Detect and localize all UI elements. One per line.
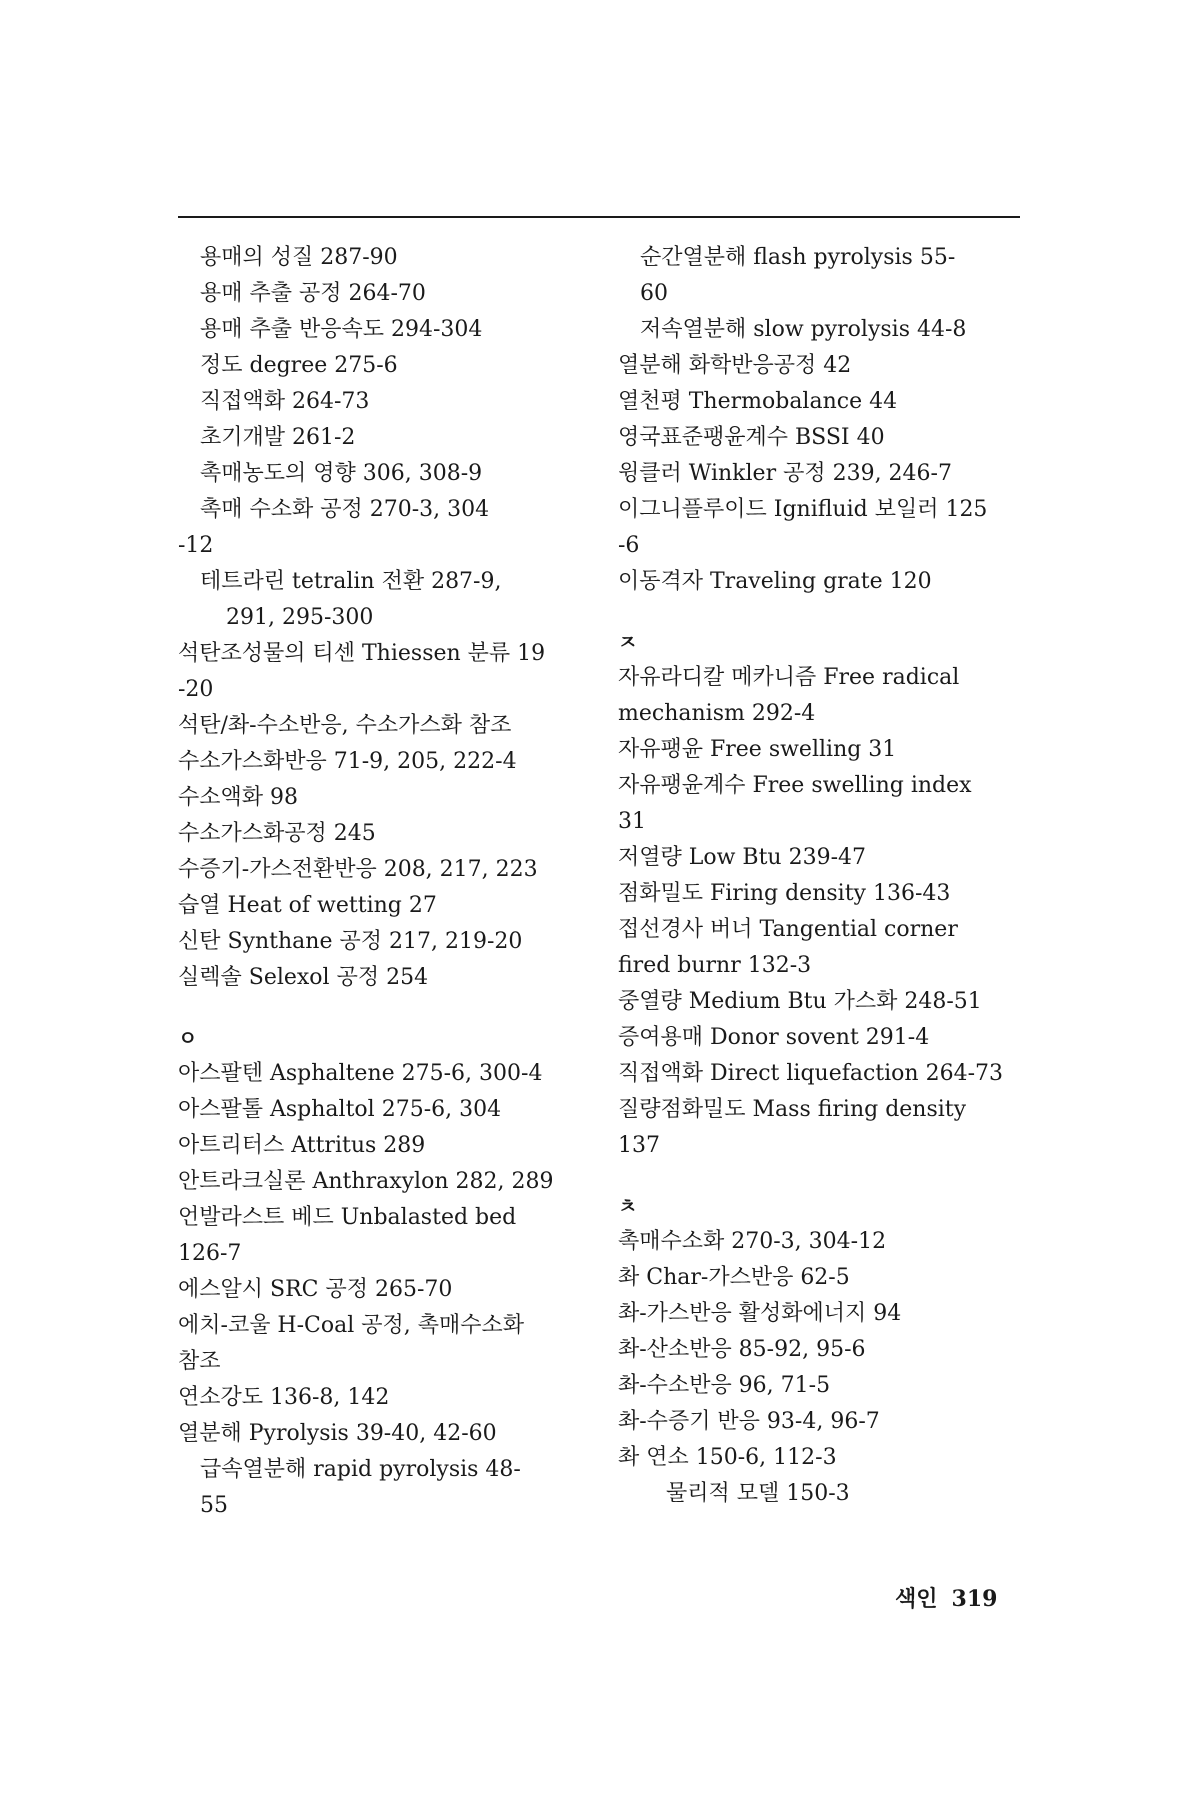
index-entry: 자유팽윤 Free swelling 31 (618, 737, 897, 762)
index-column-right (618, 240, 1028, 1512)
index-entry: 291, 295-300 (226, 605, 374, 630)
index-entry: 수증기-가스전환반응 208, 217, 223 (178, 857, 538, 882)
index-entry: fired burnr 132-3 (618, 953, 812, 978)
index-entry: 137 (618, 1133, 660, 1158)
index-entry: 순간열분해 flash pyrolysis 55- (640, 245, 956, 270)
index-entry: 아트리터스 Attritus 289 (178, 1133, 426, 1158)
index-entry: 직접액화 264-73 (200, 389, 370, 414)
index-entry: 촉매수소화 270-3, 304-12 (618, 1229, 887, 1254)
index-entry: 석탄/촤-수소반응, 수소가스화 참조 (178, 713, 512, 738)
index-entry: 윙클러 Winkler 공정 239, 246-7 (618, 461, 952, 486)
index-entry: 자유라디칼 메카니즘 Free radical (618, 665, 960, 690)
index-entry: 촉매농도의 영향 306, 308-9 (200, 461, 483, 486)
section-gap (618, 600, 1028, 624)
index-entry: 정도 degree 275-6 (200, 353, 398, 378)
section-heading: ㅊ (618, 1194, 638, 1218)
index-entry: 수소가스화반응 71-9, 205, 222-4 (178, 749, 517, 774)
index-entry: 열천평 Thermobalance 44 (618, 389, 898, 414)
index-entry: 아스팔톨 Asphaltol 275-6, 304 (178, 1097, 502, 1122)
index-entry: 안트라크실론 Anthraxylon 282, 289 (178, 1169, 554, 1194)
header-rule (178, 216, 1020, 218)
index-entry: 31 (618, 809, 646, 834)
index-entry: 60 (640, 281, 668, 306)
index-entry: 용매 추출 반응속도 294-304 (200, 317, 483, 342)
index-entry: 중열량 Medium Btu 가스화 248-51 (618, 989, 982, 1014)
index-entry: 용매 추출 공정 264-70 (200, 281, 426, 306)
index-entry: -20 (178, 677, 214, 702)
index-entry: 열분해 화학반응공정 42 (618, 353, 852, 378)
index-entry: 용매의 성질 287-90 (200, 245, 398, 270)
index-entry: 저속열분해 slow pyrolysis 44-8 (640, 317, 967, 342)
section-gap (618, 1164, 1028, 1188)
index-entry: -12 (178, 533, 214, 558)
index-entry: 에스알시 SRC 공정 265-70 (178, 1277, 453, 1302)
index-entry: 습열 Heat of wetting 27 (178, 893, 437, 918)
index-entry: 저열량 Low Btu 239-47 (618, 845, 867, 870)
index-entry: 55 (200, 1493, 228, 1518)
index-entry: 수소가스화공정 245 (178, 821, 376, 846)
section-gap (178, 996, 608, 1020)
index-entry: 석탄조성물의 티센 Thiessen 분류 19 (178, 641, 546, 666)
index-entry: 질량점화밀도 Mass firing density (618, 1097, 967, 1122)
page-number: 319 (951, 1586, 998, 1612)
index-entry: 에치-코울 H-Coal 공정, 촉매수소화 (178, 1313, 525, 1338)
index-entry: 촤-가스반응 활성화에너지 94 (618, 1301, 902, 1326)
index-entry: 126-7 (178, 1241, 242, 1266)
index-entry: 이그니플루이드 Ignifluid 보일러 125 (618, 497, 988, 522)
index-entry: -6 (618, 533, 640, 558)
index-entry: 참조 (178, 1349, 221, 1374)
index-entry: mechanism 292-4 (618, 701, 816, 726)
index-entry: 직접액화 Direct liquefaction 264-73 (618, 1061, 1003, 1086)
index-entry: 촤-수소반응 96, 71-5 (618, 1373, 831, 1398)
index-column-left (178, 240, 608, 1524)
index-entry: 촤 연소 150-6, 112-3 (618, 1445, 837, 1470)
index-entry: 신탄 Synthane 공정 217, 219-20 (178, 929, 523, 954)
index-entry: 점화밀도 Firing density 136-43 (618, 881, 951, 906)
index-entry: 열분해 Pyrolysis 39-40, 42-60 (178, 1421, 497, 1446)
index-entry: 테트라린 tetralin 전환 287-9, (200, 569, 502, 594)
index-entry: 초기개발 261-2 (200, 425, 356, 450)
index-entry: 영국표준팽윤계수 BSSI 40 (618, 425, 885, 450)
footer-label: 색인 (895, 1586, 938, 1612)
index-entry: 실렉솔 Selexol 공정 254 (178, 965, 429, 990)
index-entry: 물리적 모델 150-3 (666, 1481, 850, 1506)
index-entry: 촤-산소반응 85-92, 95-6 (618, 1337, 866, 1362)
index-entry: 수소액화 98 (178, 785, 298, 810)
index-entry: 촉매 수소화 공정 270-3, 304 (200, 497, 490, 522)
section-heading: ㅈ (618, 630, 638, 654)
index-entry: 언발라스트 베드 Unbalasted bed (178, 1205, 517, 1230)
index-entry: 급속열분해 rapid pyrolysis 48- (200, 1457, 521, 1482)
index-entry: 촤 Char-가스반응 62-5 (618, 1265, 850, 1290)
index-entry: 증여용매 Donor sovent 291-4 (618, 1025, 930, 1050)
index-entry: 연소강도 136-8, 142 (178, 1385, 390, 1410)
section-heading: ㅇ (178, 1026, 198, 1050)
page-footer (895, 1582, 997, 1613)
index-entry: 아스팔텐 Asphaltene 275-6, 300-4 (178, 1061, 543, 1086)
index-entry: 접선경사 버너 Tangential corner (618, 917, 958, 942)
index-entry: 자유팽윤계수 Free swelling index (618, 773, 972, 798)
index-entry: 이동격자 Traveling grate 120 (618, 569, 932, 594)
index-entry: 촤-수증기 반응 93-4, 96-7 (618, 1409, 880, 1434)
